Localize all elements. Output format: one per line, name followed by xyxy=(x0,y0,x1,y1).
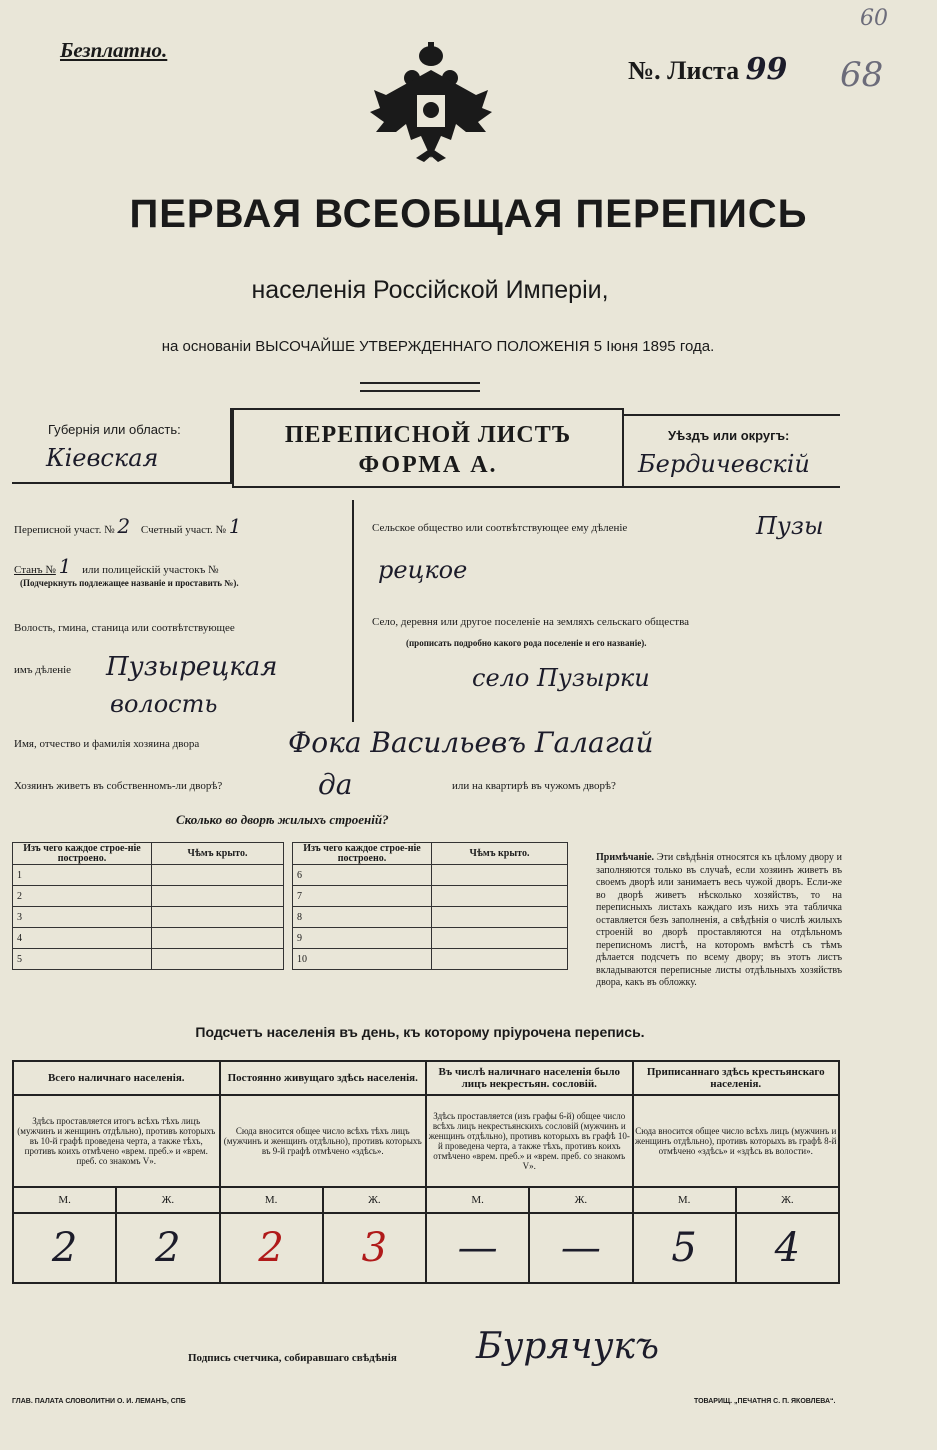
buildings-cell xyxy=(432,949,568,970)
buildings-row-7: 7 xyxy=(293,886,432,907)
buildings-row-9: 9 xyxy=(293,928,432,949)
note-block xyxy=(596,852,842,990)
buildings-cell xyxy=(432,928,568,949)
buildings-row-4: 4 xyxy=(13,928,152,949)
summary-f-value-3: — xyxy=(529,1213,632,1283)
volost-label-2: имъ дѣленіе xyxy=(14,664,72,676)
society-label: Сельское общество или соотвѣтствующее ему дѣленіе xyxy=(372,522,628,534)
buildings-cell xyxy=(152,949,284,970)
owner-name-label: Имя, отчество и фамилія хозяина двора xyxy=(14,738,200,750)
summary-head-3: Въ числѣ наличнаго населенія было лицъ некрестьян. сословій. xyxy=(426,1061,633,1095)
buildings-row-3: 3 xyxy=(13,907,152,928)
volost-value-2: волость xyxy=(110,690,218,718)
buildings-col-roof: Чѣмъ крыто. xyxy=(152,843,284,865)
lives-own-label: Хозяинъ живетъ въ собственномъ-ли дворѣ? xyxy=(14,780,223,792)
main-title: ПЕРВАЯ ВСЕОБЩАЯ ПЕРЕПИСЬ xyxy=(129,192,808,236)
volost-value: Пузырецкая xyxy=(106,652,278,682)
uezd-label: Уѣздъ или округъ: xyxy=(668,428,790,443)
summary-f-label-1: Ж. xyxy=(116,1187,219,1213)
summary-table xyxy=(12,1060,840,1284)
rent-label: или на квартирѣ въ чужомъ дворѣ? xyxy=(452,780,616,792)
buildings-cell xyxy=(152,886,284,907)
summary-head-4: Приписаннаго здѣсь крестьянскаго населенія. xyxy=(633,1061,840,1095)
imperial-eagle-emblem xyxy=(366,40,496,170)
lives-own-value: да xyxy=(318,768,353,801)
gubernia-value: Кіевская xyxy=(46,444,159,472)
note-title: Примѣчаніе. xyxy=(596,852,655,863)
stan-label: Станъ № xyxy=(14,564,56,576)
summary-m-value-1: 2 xyxy=(13,1213,116,1283)
summary-m-value-4: 5 xyxy=(633,1213,736,1283)
owner-name-value: Фока Васильевъ Галагай xyxy=(288,726,654,759)
buildings-row-5: 5 xyxy=(13,949,152,970)
sheet-label-text: №. Листа xyxy=(628,56,740,85)
volost-label: Волость, гмина, станица или соотвѣтствующее xyxy=(14,622,235,634)
buildings-col-material-2: Изъ чего каждое строе-ніе построено. xyxy=(293,843,432,865)
summary-f-value-1: 2 xyxy=(116,1213,219,1283)
signature-value: Бурячукъ xyxy=(476,1326,659,1367)
signature-label: Подпись счетчика, собиравшаго свѣдѣнія xyxy=(188,1352,397,1364)
buildings-row-6: 6 xyxy=(293,865,432,886)
summary-m-label-3: М. xyxy=(426,1187,529,1213)
uchast-row xyxy=(14,514,354,538)
corner-note-2: 68 xyxy=(840,55,884,95)
buildings-col-roof-2: Чѣмъ крыто. xyxy=(432,843,568,865)
buildings-row-8: 8 xyxy=(293,907,432,928)
buildings-cell xyxy=(432,886,568,907)
form-subtitle: ФОРМА А. xyxy=(358,452,498,478)
summary-m-label-4: М. xyxy=(633,1187,736,1213)
uchast-value: 2 xyxy=(117,514,131,538)
summary-f-label-4: Ж. xyxy=(736,1187,839,1213)
summary-m-label-2: М. xyxy=(220,1187,323,1213)
summary-head-1: Всего наличнаго населенія. xyxy=(13,1061,220,1095)
summary-desc-2: Сюда вносится общее число всѣхъ тѣхъ лицъ (мужчинъ и женщинъ отдѣльно), противъ которыхъ въ 9-й графѣ отмѣчено «здѣсь». xyxy=(220,1095,427,1187)
note-text: Эти свѣдѣнія относятся къ цѣлому двору и заполняются только въ случаѣ, если хозяинъ живетъ въ своемъ дворѣ или занимаетъ весь чужой дворъ. Если-же во дворѣ живетъ нѣсколько хозяйствъ, то на переписныхъ листахъ каждаго изъ нихъ эта табличка оставляется безъ заполненія, а свѣдѣнія о числѣ жилыхъ строеній во дворѣ проставляются на отдѣльномъ переписномъ листѣ, на которомъ вмѣстѣ съ тѣмъ дѣлается подсчетъ по всему двору; въ этотъ листъ вкладываются переписные листы отдѣльныхъ хозяйствъ двора, какъ въ обложку. xyxy=(596,852,843,988)
buildings-count-label: Сколько во дворѣ жилыхъ строеній? xyxy=(176,812,389,827)
form-title: ПЕРЕПИСНОЙ ЛИСТЪ xyxy=(284,422,572,448)
corner-note-1: 60 xyxy=(860,6,888,31)
village-label: Село, деревня или другое поселеніе на земляхъ сельскаго общества xyxy=(372,616,690,628)
schet-value: 1 xyxy=(228,514,242,538)
stan-row xyxy=(14,554,354,578)
sub-title: населенія Россійской Имперіи, xyxy=(251,276,609,304)
village-note: (прописать подробно какого рода поселеніе и его названіе). xyxy=(406,638,647,648)
buildings-col-material: Изъ чего каждое строе-ніе построено. xyxy=(13,843,152,865)
ornament-divider xyxy=(360,382,480,392)
form-title-box xyxy=(232,408,624,488)
buildings-row-2: 2 xyxy=(13,886,152,907)
society-value: Пузы xyxy=(756,512,824,540)
buildings-cell xyxy=(152,865,284,886)
summary-f-label-2: Ж. xyxy=(323,1187,426,1213)
buildings-cell xyxy=(432,865,568,886)
sheet-number-label xyxy=(628,52,787,87)
police-label: или полицейскій участокъ № xyxy=(82,564,219,576)
summary-f-label-3: Ж. xyxy=(529,1187,632,1213)
uezd-box xyxy=(622,414,840,488)
summary-desc-1: Здѣсь проставляется итогъ всѣхъ тѣхъ лицъ (мужчинъ и женщинъ отдѣльно), противъ которыхъ въ 10-й графѣ проведена черта, а также тѣхъ, противъ коихъ отмѣчено «врем. преб.» и «врем. преб. со знакомъ V». xyxy=(13,1095,220,1187)
summary-f-value-4: 4 xyxy=(736,1213,839,1283)
buildings-cell xyxy=(152,907,284,928)
buildings-table-right xyxy=(292,842,568,970)
summary-m-value-3: — xyxy=(426,1213,529,1283)
summary-desc-4: Сюда вносится общее число всѣхъ лицъ (мужчинъ и женщинъ отдѣльно), противъ которыхъ въ графѣ 8-й отмѣчено «здѣсь» и «здѣсь въ волости». xyxy=(633,1095,840,1187)
buildings-cell xyxy=(432,907,568,928)
buildings-table-left xyxy=(12,842,284,970)
schet-label: Счетный участ. № xyxy=(140,524,227,536)
field-divider xyxy=(352,500,354,722)
summary-m-value-2: 2 xyxy=(220,1213,323,1283)
summary-m-label-1: М. xyxy=(13,1187,116,1213)
sheet-number-value: 99 xyxy=(745,52,788,87)
buildings-row-1: 1 xyxy=(13,865,152,886)
printer-right: ТОВАРИЩ. „ПЕЧАТНЯ С. П. ЯКОВЛЕВА“. xyxy=(694,1398,836,1405)
summary-head-2: Постоянно живущаго здѣсь населенія. xyxy=(220,1061,427,1095)
free-label: Безплатно. xyxy=(60,38,168,62)
underline-note: (Подчеркнуть подлежащее названіе и проставить №). xyxy=(20,578,239,588)
summary-title: Подсчетъ населенія въ день, къ которому пріурочена перепись. xyxy=(195,1024,645,1040)
village-value: село Пузырки xyxy=(472,664,650,692)
society-value-2: рецкое xyxy=(378,556,468,584)
basis-line: на основаніи ВЫСОЧАЙШЕ УТВЕРЖДЕННАГО ПОЛОЖЕНІЯ 5 Іюня 1895 года. xyxy=(161,338,715,355)
summary-desc-3: Здѣсь проставляется (изъ графы 6-й) общее число всѣхъ лицъ некрестьянскихъ сословій (мужчинъ и женщинъ отдѣльно), противъ которыхъ въ графѣ 10-й проведена черта, а также тѣхъ, противъ коихъ отмѣчено «врем. преб.» и «врем. преб. со знакомъ V». xyxy=(426,1095,633,1187)
gubernia-box xyxy=(12,408,232,484)
summary-f-value-2: 3 xyxy=(323,1213,426,1283)
uezd-value: Бердичевскій xyxy=(638,450,810,478)
gubernia-label: Губернія или область: xyxy=(48,422,181,437)
uchast-label: Переписной участ. № xyxy=(14,524,115,536)
printer-left: ГЛАВ. ПАЛАТА СЛОВОЛИТНИ О. И. ЛЕМАНЪ, СПБ xyxy=(12,1398,186,1405)
buildings-row-10: 10 xyxy=(293,949,432,970)
stan-value: 1 xyxy=(58,554,72,578)
buildings-cell xyxy=(152,928,284,949)
